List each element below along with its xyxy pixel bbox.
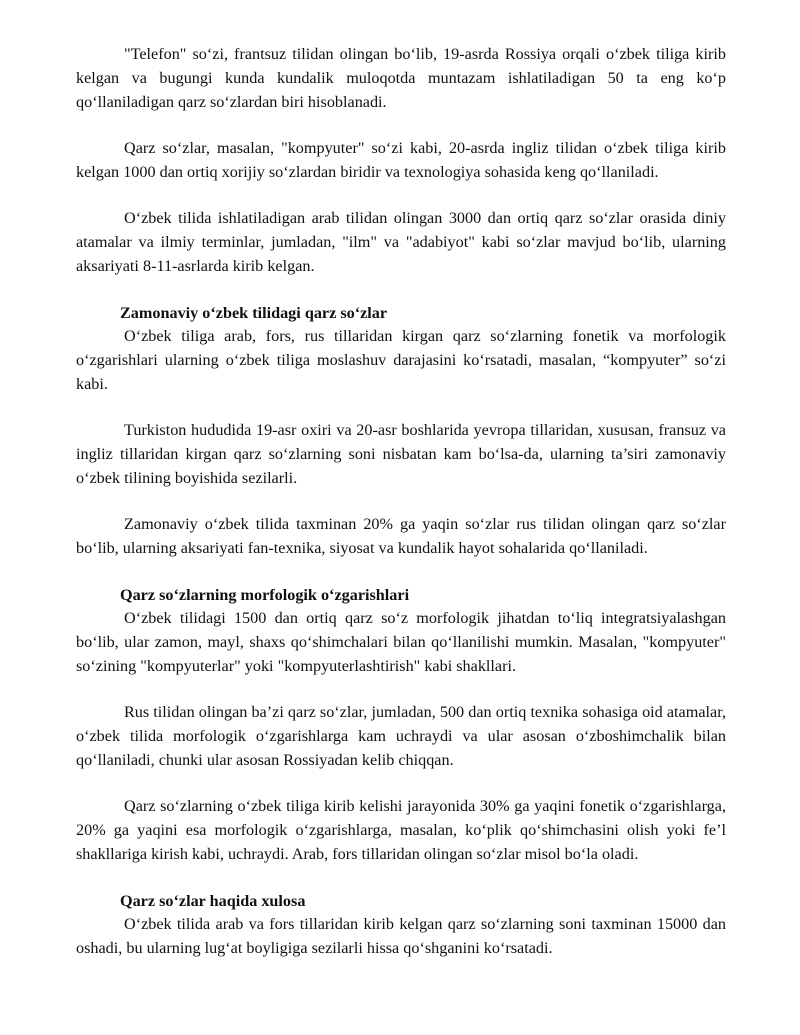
section-modern-loanwords	[76, 302, 726, 560]
paragraph: Qarz so‘zlar, masalan, "kompyuter" so‘zi kabi, 20-asrda ingliz tilidan o‘zbek tiliga kirib kelgan 1000 dan ortiq xorijiy so‘zlardan biridir va texnologiya sohasida keng qo‘llaniladi.	[76, 139, 726, 181]
paragraph: O‘zbek tilida arab va fors tillaridan kirib kelgan qarz so‘zlarning soni taxminan 15000 dan oshadi, bu ularning lug‘at boyligiga sezilarli hissa qo‘shganini ko‘rsatadi.	[76, 915, 726, 957]
section-morphological-changes	[76, 584, 726, 866]
section-heading: Qarz so‘zlar haqida xulosa	[120, 892, 306, 910]
paragraph: Qarz so‘zlarning o‘zbek tiliga kirib kelishi jarayonida 30% ga yaqini fonetik o‘zgarishlarga, 20% ga yaqini esa morfologik o‘zgarishlarga, masalan, ko‘plik qo‘shimchasini olish yoki fe’l shakllariga kirish kabi, uchraydi. Arab, fors tillaridan olingan so‘zlar misol bo‘la oladi.	[76, 797, 726, 863]
paragraph: Turkiston hududida 19-asr oxiri va 20-asr boshlarida yevropa tillaridan, xususan, fransuz va ingliz tillaridan kirgan qarz so‘zlarning soni nisbatan kam bo‘lsa-da, ularning ta’siri zamonaviy o‘zbek tilining boyishida sezilarli.	[76, 421, 726, 487]
document-page	[76, 42, 726, 960]
paragraph: "Telefon" so‘zi, frantsuz tilidan olingan bo‘lib, 19-asrda Rossiya orqali o‘zbek tiliga kirib kelgan va bugungi kunda kundalik muloqotda muntazam ishlatiladigan 50 ta eng ko‘p qo‘llaniladigan qarz so‘zlardan biri hisoblanadi.	[76, 45, 726, 111]
section-conclusion	[76, 890, 726, 960]
paragraph: O‘zbek tiliga arab, fors, rus tillaridan kirgan qarz so‘zlarning fonetik va morfologik o‘zgarishlari ularning o‘zbek tiliga moslashuv darajasini ko‘rsatadi, masalan, “kompyuter” so‘zi kabi.	[76, 327, 726, 393]
paragraph: Rus tilidan olingan ba’zi qarz so‘zlar, jumladan, 500 dan ortiq texnika sohasiga oid atamalar, o‘zbek tilida morfologik o‘zgarishlarga kam uchraydi va ular asosan o‘zboshimchalik bilan qo‘llaniladi, chunki ular asosan Rossiyadan kelib chiqqan.	[76, 703, 726, 769]
section-heading: Zamonaviy o‘zbek tilidagi qarz so‘zlar	[120, 304, 388, 322]
paragraph: O‘zbek tilidagi 1500 dan ortiq qarz so‘z morfologik jihatdan to‘liq integratsiyalashgan bo‘lib, ular zamon, mayl, shaxs qo‘shimchalari bilan qo‘llanilishi mumkin. Masalan, "kompyuter" so‘zining "kompyuterlar" yoki "kompyuterlashtirish" kabi shakllari.	[76, 609, 726, 675]
paragraph: O‘zbek tilida ishlatiladigan arab tilidan olingan 3000 dan ortiq qarz so‘zlar orasida diniy atamalar va ilmiy terminlar, jumladan, "ilm" va "adabiyot" kabi so‘zlar mavjud bo‘lib, ularning aksariyati 8-11-asrlarda kirib kelgan.	[76, 209, 726, 275]
paragraph: Zamonaviy o‘zbek tilida taxminan 20% ga yaqin so‘zlar rus tilidan olingan qarz so‘zlar bo‘lib, ularning aksariyati fan-texnika, siyosat va kundalik hayot sohalarida qo‘llaniladi.	[76, 515, 726, 557]
section-heading: Qarz so‘zlarning morfologik o‘zgarishlari	[120, 586, 410, 604]
intro-section	[76, 42, 726, 278]
